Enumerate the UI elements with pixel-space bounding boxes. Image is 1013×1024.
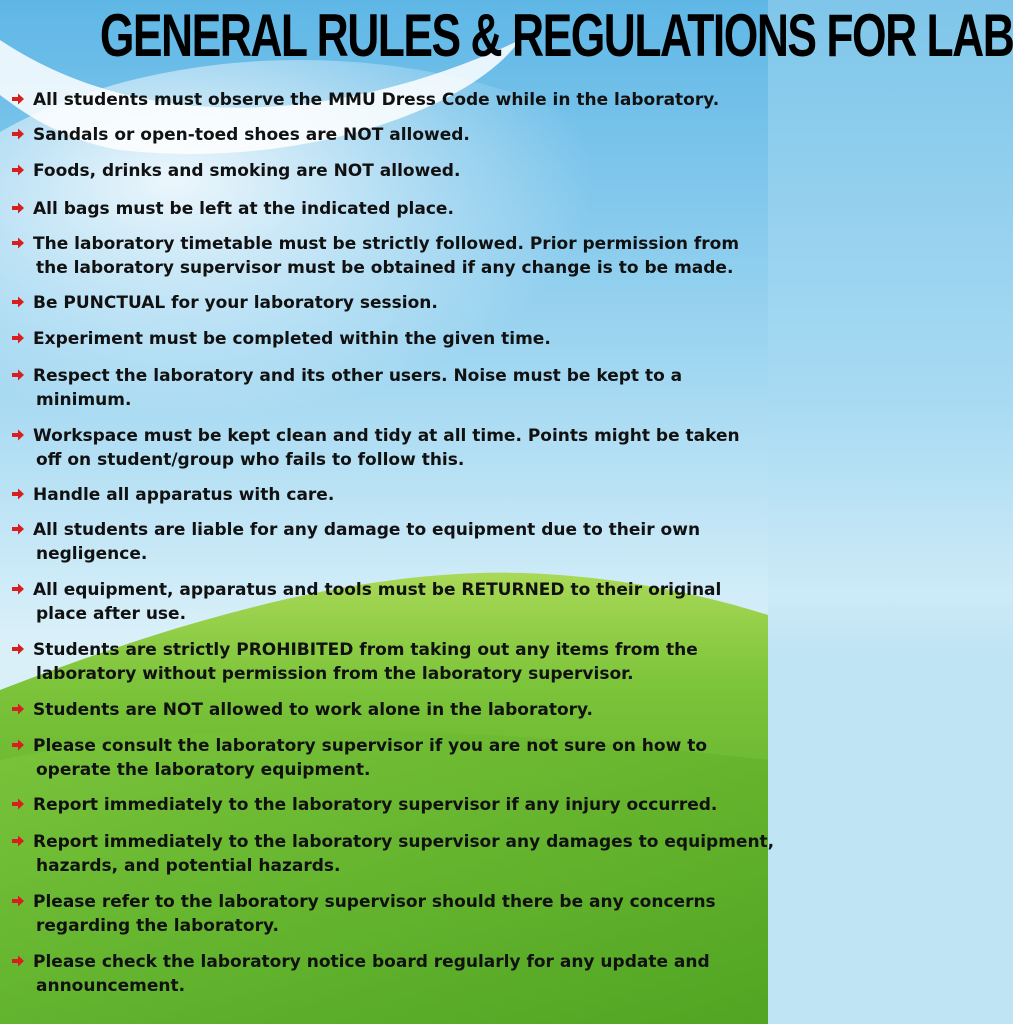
rule-text-continued: negligence. <box>36 544 148 564</box>
rule-item <box>12 638 764 686</box>
rule-item <box>12 291 764 315</box>
red-arrow-icon <box>12 488 24 500</box>
rule-item <box>12 123 764 147</box>
rule-item <box>12 734 764 782</box>
red-arrow-icon <box>12 93 24 105</box>
rule-text-continued: operate the laboratory equipment. <box>36 760 371 780</box>
red-arrow-icon <box>12 955 24 967</box>
red-arrow-icon <box>12 237 24 249</box>
red-arrow-icon <box>12 128 24 140</box>
rule-item <box>12 364 764 412</box>
rule-text: Experiment must be completed within the given time. <box>33 329 551 349</box>
rule-item <box>12 88 764 112</box>
rule-text: All equipment, apparatus and tools must be RETURNED to their original <box>33 580 722 600</box>
rule-text: Please refer to the laboratory supervisor should there be any concerns <box>33 892 716 912</box>
red-arrow-icon <box>12 296 24 308</box>
red-arrow-icon <box>12 332 24 344</box>
rule-text: The laboratory timetable must be strictly followed. Prior permission from <box>33 234 740 254</box>
red-arrow-icon <box>12 369 24 381</box>
rule-text-continued: hazards, and potential hazards. <box>36 856 341 876</box>
rule-item <box>12 830 775 878</box>
rule-item <box>12 950 764 998</box>
rule-item <box>12 327 764 351</box>
rule-text: All students must observe the MMU Dress Code while in the laboratory. <box>33 90 720 110</box>
rule-text-continued: off on student/group who fails to follow this. <box>36 450 465 470</box>
red-arrow-icon <box>12 583 24 595</box>
page-title: GENERAL RULES & REGULATIONS FOR LAB <box>99 2 1013 69</box>
rule-text-continued: announcement. <box>36 976 186 996</box>
rule-text: Report immediately to the laboratory supervisor any damages to equipment, <box>33 832 775 852</box>
red-arrow-icon <box>12 703 24 715</box>
rule-text: Sandals or open-toed shoes are NOT allowed. <box>33 125 470 145</box>
rule-item <box>12 698 764 722</box>
rule-text-continued: the laboratory supervisor must be obtained if any change is to be made. <box>36 258 734 278</box>
rule-item <box>12 424 764 472</box>
rule-item <box>12 483 764 507</box>
rule-text-continued: place after use. <box>36 604 187 624</box>
red-arrow-icon <box>12 202 24 214</box>
red-arrow-icon <box>12 739 24 751</box>
rule-text-continued: regarding the laboratory. <box>36 916 279 936</box>
rule-item <box>12 159 764 183</box>
rule-text: Workspace must be kept clean and tidy at all time. Points might be taken <box>33 426 740 446</box>
rule-text: Students are strictly PROHIBITED from taking out any items from the <box>33 640 698 660</box>
rule-text: Students are NOT allowed to work alone in the laboratory. <box>33 700 594 720</box>
red-arrow-icon <box>12 643 24 655</box>
red-arrow-icon <box>12 835 24 847</box>
rule-item <box>12 232 764 280</box>
red-arrow-icon <box>12 429 24 441</box>
red-arrow-icon <box>12 523 24 535</box>
rule-text: Respect the laboratory and its other users. Noise must be kept to a <box>33 366 683 386</box>
rule-text: All bags must be left at the indicated place. <box>33 199 454 219</box>
rule-item <box>12 197 764 221</box>
red-arrow-icon <box>12 164 24 176</box>
rule-text: Report immediately to the laboratory supervisor if any injury occurred. <box>33 795 718 815</box>
rule-text: Please consult the laboratory supervisor if you are not sure on how to <box>33 736 708 756</box>
rule-item <box>12 890 764 938</box>
red-arrow-icon <box>12 798 24 810</box>
rule-text: Please check the laboratory notice board regularly for any update and <box>33 952 710 972</box>
rule-text-continued: laboratory without permission from the laboratory supervisor. <box>36 664 634 684</box>
rule-item <box>12 518 764 566</box>
rule-text-continued: minimum. <box>36 390 132 410</box>
rule-item <box>12 793 764 817</box>
rule-item <box>12 578 764 626</box>
rule-text: All students are liable for any damage to equipment due to their own <box>33 520 701 540</box>
rule-text: Foods, drinks and smoking are NOT allowed. <box>33 161 461 181</box>
rule-text: Handle all apparatus with care. <box>33 485 335 505</box>
red-arrow-icon <box>12 895 24 907</box>
rule-text: Be PUNCTUAL for your laboratory session. <box>33 293 438 313</box>
